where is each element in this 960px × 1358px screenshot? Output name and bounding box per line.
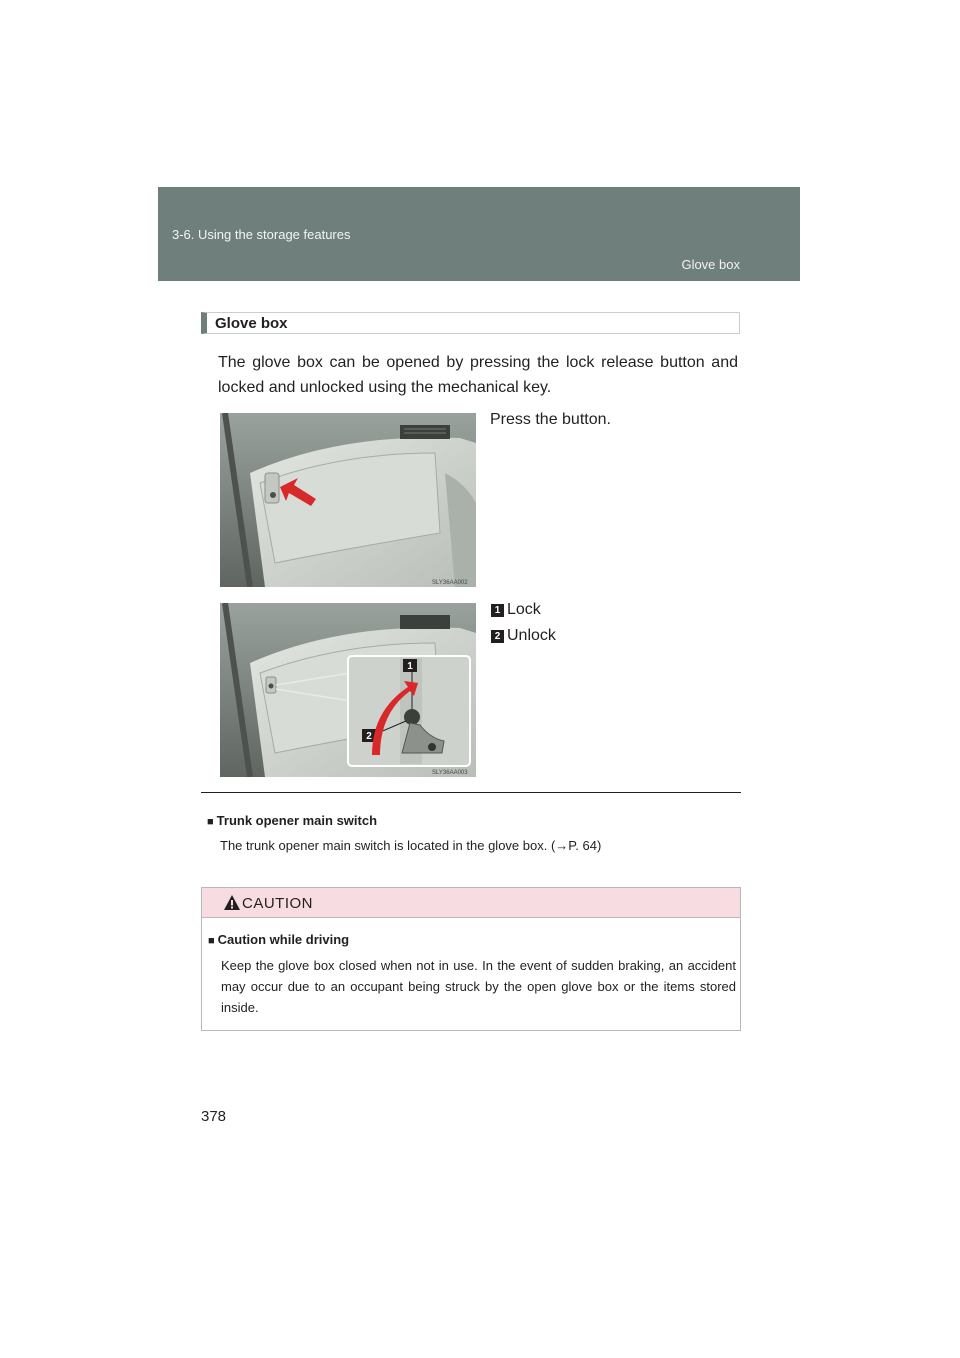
caution-box [201, 887, 741, 1031]
page-header [158, 187, 800, 281]
warning-triangle-icon [224, 895, 240, 910]
caution-heading-text: Caution while driving [217, 932, 350, 947]
figure-code: SLY36AA003 [432, 770, 468, 776]
glove-box-illustration [220, 413, 476, 587]
section-heading-bar [201, 312, 740, 334]
caution-body: Keep the glove box closed when not in use. In the event of sudden braking, an accident may occur due to an occupant being struck by the open glove box or the items stored inside. [221, 958, 736, 1015]
divider [201, 792, 741, 793]
step-lock [491, 601, 541, 619]
note-heading [207, 813, 377, 828]
intro-paragraph: The glove box can be opened by pressing the lock release button and locked and unlocked using the mechanical key. [218, 354, 738, 396]
caution-heading [208, 932, 349, 947]
note-heading-text: Trunk opener main switch [216, 813, 378, 828]
topic-title: Glove box [681, 257, 740, 272]
note-body: The trunk opener main switch is located in the glove box. (→P. 64) [220, 838, 602, 853]
step-unlock [491, 627, 556, 645]
square-bullet-icon: ■ [208, 935, 215, 947]
caution-label: CAUTION [242, 895, 313, 912]
caution-header [202, 888, 740, 918]
square-bullet-icon: ■ [207, 816, 214, 828]
number-2-icon: 2 [491, 630, 504, 643]
key-lock-illustration [220, 603, 476, 777]
callout-2-label: 2 [366, 731, 372, 742]
step-unlock-label: Unlock [507, 627, 556, 644]
glove-box-photo-key [220, 603, 476, 777]
page-number: 378 [201, 1108, 227, 1125]
number-1-icon: 1 [491, 604, 504, 617]
figure-code: SLY36AA002 [432, 580, 468, 586]
step-lock-label: Lock [507, 601, 541, 618]
figure1-caption: Press the button. [490, 411, 611, 428]
section-heading: Glove box [215, 315, 288, 332]
section-title: 3-6. Using the storage features [172, 227, 351, 242]
callout-1-label: 1 [407, 661, 413, 672]
glove-box-photo-button [220, 413, 476, 587]
